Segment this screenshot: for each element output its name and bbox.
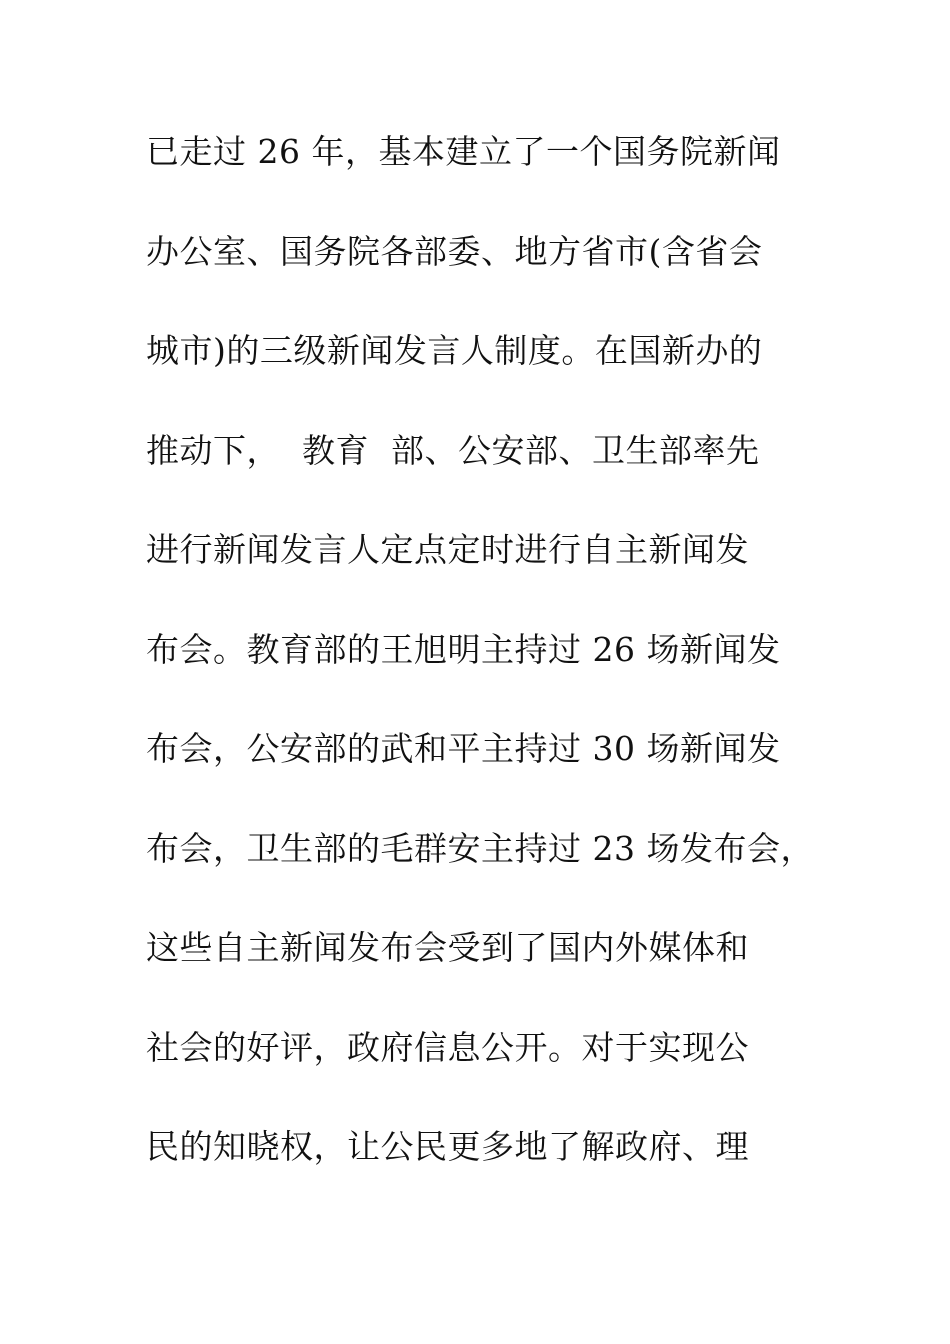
- text-line: 办公室、国务院各部委、地方省市(含省会: [146, 231, 763, 271]
- body-text: [146, 124, 846, 1219]
- text-line: 社会的好评，政府信息公开。对于实现公: [146, 1027, 749, 1067]
- text-line: 布会，公安部的武和平主持过 30 场新闻发: [146, 729, 781, 768]
- text-line: 推动下， 教育 部、公安部、卫生部率先: [146, 430, 760, 470]
- text-line: 城市)的三级新闻发言人制度。在国新办的: [146, 331, 763, 370]
- text-line: 进行新闻发言人定点定时进行自主新闻发: [146, 530, 749, 569]
- text-line: 布会。教育部的王旭明主持过 26 场新闻发: [146, 629, 781, 669]
- text-line: 这些自主新闻发布会受到了国内外媒体和: [146, 928, 749, 967]
- text-line: 民的知晓权，让公民更多地了解政府、理: [146, 1127, 749, 1166]
- text-line: 布会，卫生部的毛群安主持过 23 场发布会，: [146, 828, 814, 868]
- text-line: 已走过 26 年，基本建立了一个国务院新闻: [146, 132, 781, 171]
